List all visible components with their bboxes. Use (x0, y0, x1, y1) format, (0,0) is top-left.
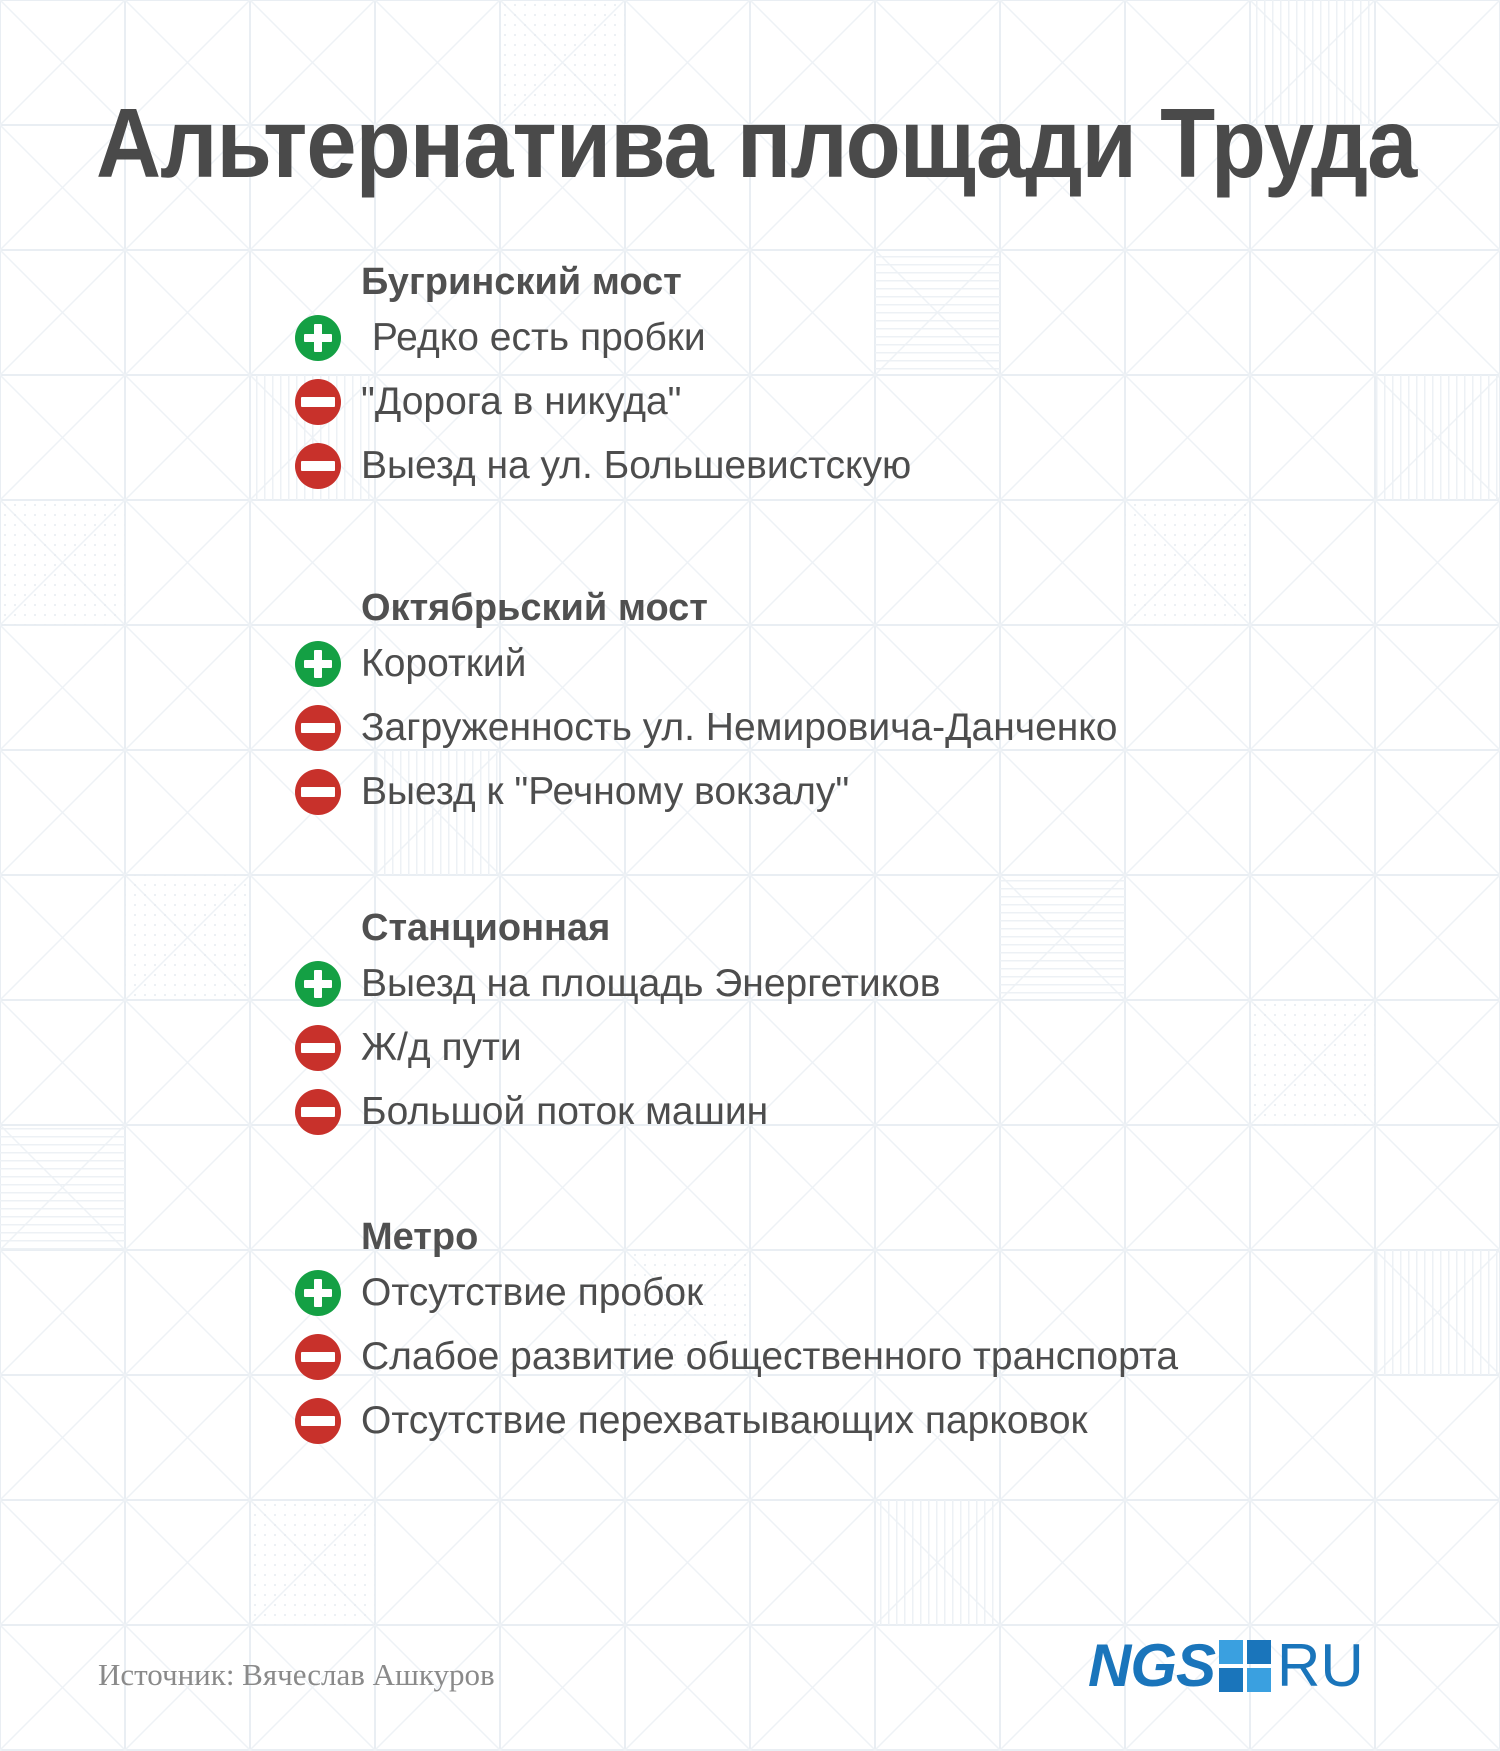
section-stantsionnaya (295, 904, 1295, 1144)
source-caption: Источник: Вячеслав Ашкуров (98, 1657, 495, 1692)
section-oktyabrsky-bridge (295, 584, 1295, 824)
item-text: Выезд на площадь Энергетиков (361, 962, 941, 1005)
item-text: Редко есть пробки (361, 316, 706, 359)
minus-circle-icon (295, 1398, 341, 1444)
item-text: Выезд к "Речному вокзалу" (361, 770, 850, 813)
minus-circle-icon (295, 443, 341, 489)
item-text: "Дорога в никуда" (361, 380, 682, 423)
item-text: Отсутствие перехватывающих парковок (361, 1399, 1088, 1442)
section-metro (295, 1213, 1295, 1453)
list-item (295, 1389, 1295, 1453)
item-text: Короткий (361, 642, 527, 685)
page-title: Альтернатива площади Труда (96, 88, 1417, 198)
item-text: Отсутствие пробок (361, 1271, 704, 1314)
list-item (295, 434, 1295, 498)
item-text: Загруженность ул. Немировича-Данченко (361, 706, 1118, 749)
minus-circle-icon (295, 705, 341, 751)
list-item (295, 1080, 1295, 1144)
ngs-logo (1088, 1634, 1364, 1698)
logo-text-ngs: NGS (1088, 1632, 1216, 1699)
item-text: Слабое развитие общественного транспорта (361, 1335, 1179, 1378)
plus-circle-icon (295, 1270, 341, 1316)
item-text: Большой поток машин (361, 1090, 769, 1133)
section-title: Бугринский мост (361, 261, 682, 303)
minus-circle-icon (295, 1089, 341, 1135)
ngs-square-logo-icon (1219, 1640, 1271, 1692)
item-text: Выезд на ул. Большевистскую (361, 444, 912, 487)
list-item (295, 632, 1295, 696)
minus-circle-icon (295, 379, 341, 425)
list-item (295, 306, 1295, 370)
plus-circle-icon (295, 641, 341, 687)
list-item (295, 1016, 1295, 1080)
logo-text-ru: RU (1277, 1632, 1364, 1699)
list-item (295, 1261, 1295, 1325)
section-bugrinsky-bridge (295, 258, 1295, 498)
section-title: Октябрьский мост (361, 587, 708, 629)
minus-circle-icon (295, 1025, 341, 1071)
list-item (295, 760, 1295, 824)
list-item (295, 696, 1295, 760)
plus-circle-icon (295, 315, 341, 361)
minus-circle-icon (295, 769, 341, 815)
section-title: Станционная (361, 907, 611, 949)
minus-circle-icon (295, 1334, 341, 1380)
plus-circle-icon (295, 961, 341, 1007)
list-item (295, 1325, 1295, 1389)
item-text: Ж/д пути (361, 1026, 522, 1069)
list-item (295, 952, 1295, 1016)
section-title: Метро (361, 1216, 479, 1258)
list-item (295, 370, 1295, 434)
